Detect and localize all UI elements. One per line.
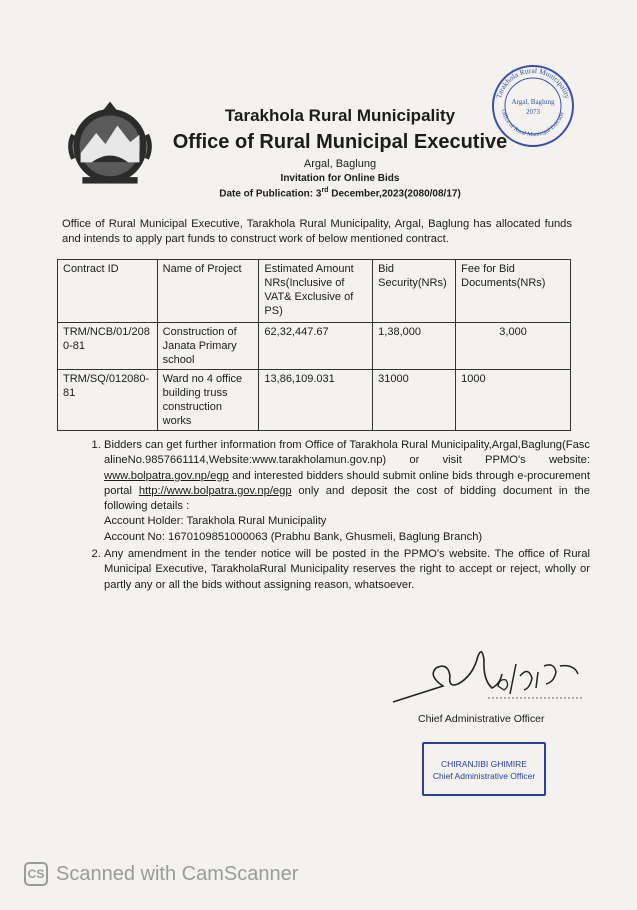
svg-text:Tarakhola Rural Municipality xyxy=(494,66,572,100)
header-document-fee: Fee for Bid Documents(NRs) xyxy=(456,260,571,323)
header-contract-id: Contract ID xyxy=(58,260,158,323)
contract-id: TRM/NCB/01/2080-81 xyxy=(58,323,158,370)
scanner-watermark xyxy=(24,860,298,888)
stamp-title: Chief Administrative Officer xyxy=(432,771,536,781)
project-name: Construction of Janata Primary school xyxy=(157,323,259,370)
bid-security: 1,38,000 xyxy=(373,323,456,370)
account-number: Account No: 1670109851000063 (Prabhu Bank, Ghusmeli, Baglung Branch) xyxy=(104,530,483,543)
stamp-name: CHIRANJIBI GHIMIRE xyxy=(441,759,527,769)
bid-security: 31000 xyxy=(373,370,456,431)
invitation-title: Invitation for Online Bids xyxy=(280,173,400,184)
office-name: Office of Rural Municipal Executive xyxy=(172,131,508,153)
seal-ring-top-text: Tarakhola Rural Municipality xyxy=(493,65,573,100)
contract-id: TRM/SQ/012080-81 xyxy=(58,370,158,431)
header-estimated-amount: Estimated Amount NRs(Inclusive of VAT& Exclusive of PS) xyxy=(259,260,373,323)
signatory-title: Chief Administrative Officer xyxy=(418,713,545,725)
municipality-name: Tarakhola Rural Municipality xyxy=(224,106,456,125)
seal-ring-bottom-text: Office of Rural Municipal Executiv xyxy=(499,108,566,139)
camscanner-logo-icon: CS xyxy=(24,862,48,886)
note-1-text-cont: and interested bidders should submit online bids through e-procurement portal xyxy=(104,469,590,497)
notes-list xyxy=(84,438,590,595)
account-holder: Account Holder: Tarakhola Rural Municipality xyxy=(104,515,327,528)
note-item xyxy=(104,438,590,545)
seal-year-text: 2073 xyxy=(526,108,540,116)
note-item xyxy=(104,547,590,593)
estimated-amount: 62,32,447.67 xyxy=(259,323,373,370)
intro-paragraph: Office of Rural Municipal Executive, Tarakhola Rural Municipality, Argal, Baglung has allocated funds and intends to apply part funds to construct work of below mentioned contract. xyxy=(62,218,572,245)
bolpatra-link[interactable]: www.bolpatra.gov.np/egp xyxy=(104,469,229,482)
seal-center-text: Argal, Baglung xyxy=(511,98,555,106)
estimated-amount: 13,86,109.031 xyxy=(259,370,373,431)
header-bid-security: Bid Security(NRs) xyxy=(373,260,456,323)
contracts-table xyxy=(57,259,571,431)
project-name: Ward no 4 office building truss construction works xyxy=(157,370,259,431)
note-1-text-end: only and deposit the cost of bidding document in the following details : xyxy=(104,484,591,513)
document-fee: 1000 xyxy=(456,370,571,431)
egp-portal-link[interactable]: http://www.bolpatra.gov.np/egp xyxy=(138,484,292,497)
handwritten-signature xyxy=(388,636,588,706)
header-project-name: Name of Project xyxy=(157,260,259,323)
office-location: Argal, Baglung xyxy=(303,158,377,170)
note-2-text: Any amendment in the tender notice will be posted in the PPMO's website. The office of Rural Municipal Executive, TarakholaRural Municipality reserves the right to accept or reject, wholly or partly any or all the bids without assigning reason, whatsoever. xyxy=(104,548,590,591)
name-stamp xyxy=(422,742,546,796)
document-fee: 3,000 xyxy=(456,323,571,370)
note-1-text: Bidders can get further information from Office of Tarakhola Rural Municipality,Argal,Baglung(FascalineNo.9857661114,Website:www.tarakholamun.gov.np) or visit PPMO's website: xyxy=(104,439,590,467)
table-header-row xyxy=(58,260,571,323)
watermark-text: Scanned with CamScanner xyxy=(56,862,299,885)
publication-date: Date of Publication: 3rd December,2023(2080/08/17) xyxy=(219,187,461,200)
table-row xyxy=(58,370,571,431)
table-row xyxy=(58,323,571,370)
